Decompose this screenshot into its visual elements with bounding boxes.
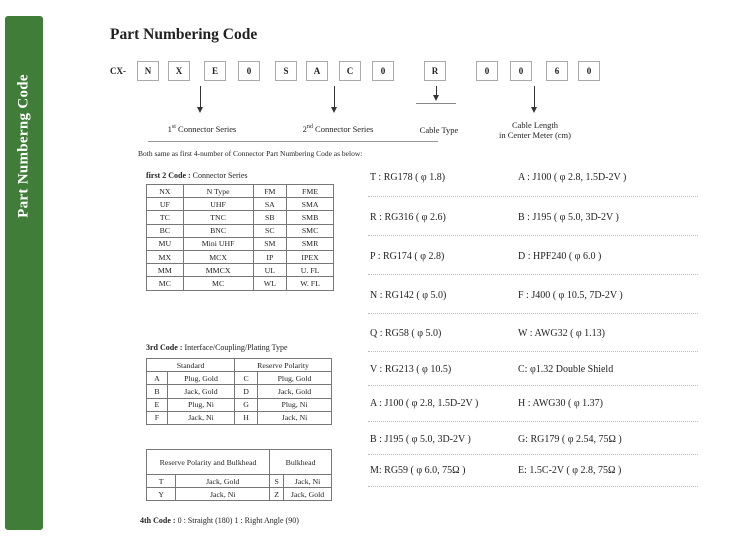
cable-item: R : RG316 ( φ 2.6) — [370, 212, 446, 223]
cable-item: H : AWG30 ( φ 1.37) — [518, 398, 603, 409]
arrow-down-icon — [534, 86, 535, 108]
cable-item: Q : RG58 ( φ 5.0) — [370, 328, 442, 339]
code-box: A — [306, 61, 328, 81]
bulkhead-table — [146, 449, 332, 501]
cable-type-label: Cable Type — [419, 125, 459, 135]
dotted-divider — [368, 235, 698, 236]
dotted-divider — [368, 486, 698, 487]
cable-item: B : J195 ( φ 5.0, 3D-2V ) — [370, 434, 471, 445]
arrow-down-icon — [334, 86, 335, 108]
first-series-label: 1st Connector Series — [167, 124, 237, 134]
cable-item: T : RG178 ( φ 1.8) — [370, 172, 446, 183]
arrow-down-icon — [200, 86, 201, 108]
table-row: UF UHF SA SMA — [147, 198, 334, 211]
cable-item: E: 1.5C-2V ( φ 2.8, 75Ω ) — [518, 465, 622, 476]
cable-item: W : AWG32 ( φ 1.13) — [518, 328, 605, 339]
dotted-divider — [368, 454, 698, 455]
table-row: Reserve Polarity and Bulkhead Bulkhead — [147, 450, 332, 475]
cable-item: B : J195 ( φ 5.0, 3D-2V ) — [518, 212, 619, 223]
code-box: 0 — [372, 61, 394, 81]
code-box: C — [339, 61, 361, 81]
sidebar — [5, 16, 43, 530]
dotted-divider — [368, 313, 698, 314]
code-box: N — [137, 61, 159, 81]
table-row: BC BNC SC SMC — [147, 224, 334, 237]
divider — [148, 141, 438, 142]
table-row: Y Jack, Ni Z Jack, Gold — [147, 488, 332, 501]
cable-item: F : J400 ( φ 10.5, 7D-2V ) — [518, 290, 623, 301]
dotted-divider — [368, 196, 698, 197]
note-text: Both same as first 4-number of Connector Part Numbering Code as below: — [138, 149, 363, 158]
code-box: X — [168, 61, 190, 81]
second-series-label: 2nd Connector Series — [302, 124, 374, 134]
code-box: R — [424, 61, 446, 81]
connector-series-table — [146, 184, 334, 291]
code-box: 0 — [476, 61, 498, 81]
table-row: T Jack, Gold S Jack, Ni — [147, 475, 332, 488]
arrow-down-icon — [436, 86, 437, 96]
cable-item: C: φ1.32 Double Shield — [518, 364, 614, 375]
code-prefix: CX- — [110, 66, 126, 76]
table-row: B Jack, Gold D Jack, Gold — [147, 385, 332, 398]
first-two-code-heading: first 2 Code : Connector Series — [146, 171, 248, 180]
cable-length-label: Cable Length in Center Meter (cm) — [499, 120, 571, 140]
dotted-divider — [368, 421, 698, 422]
code-box: 0 — [510, 61, 532, 81]
dotted-divider — [368, 385, 698, 386]
table-row: MC MC WL W. FL — [147, 277, 334, 290]
divider — [416, 103, 456, 104]
table-row: F Jack, Ni H Jack, Ni — [147, 411, 332, 424]
code-box: S — [275, 61, 297, 81]
cable-item: A : J100 ( φ 2.8, 1.5D-2V ) — [370, 398, 479, 409]
table-row: Standard Reserve Polarity — [147, 359, 332, 372]
sidebar-title: Part Numberng Code — [15, 74, 32, 218]
table-row: MM MMCX UL U. FL — [147, 264, 334, 277]
table-row: A Plug, Gold C Plug, Gold — [147, 372, 332, 385]
interface-table — [146, 358, 332, 425]
table-row: TC TNC SB SMB — [147, 211, 334, 224]
table-row: MX MCX IP IPEX — [147, 250, 334, 263]
cable-item: G: RG179 ( φ 2.54, 75Ω ) — [518, 434, 622, 445]
cable-item: M: RG59 ( φ 6.0, 75Ω ) — [370, 465, 466, 476]
table-row: E Plug, Ni G Plug, Ni — [147, 398, 332, 411]
dotted-divider — [368, 274, 698, 275]
cable-item: N : RG142 ( φ 5.0) — [370, 290, 447, 301]
cable-item: A : J100 ( φ 2.8, 1.5D-2V ) — [518, 172, 627, 183]
code-box: 6 — [546, 61, 568, 81]
fourth-code-line: 4th Code : 0 : Straight (180) 1 : Right Angle (90) — [140, 516, 299, 525]
code-box: 0 — [238, 61, 260, 81]
dotted-divider — [368, 351, 698, 352]
table-row: NX N Type FM FME — [147, 185, 334, 198]
table-row: MU Mini UHF SM SMR — [147, 237, 334, 250]
code-box: 0 — [578, 61, 600, 81]
code-box: E — [204, 61, 226, 81]
cable-item: V : RG213 ( φ 10.5) — [370, 364, 452, 375]
cable-item: D : HPF240 ( φ 6.0 ) — [518, 251, 602, 262]
page-title: Part Numbering Code — [110, 26, 258, 43]
cable-item: P : RG174 ( φ 2.8) — [370, 251, 445, 262]
third-code-heading: 3rd Code : Interface/Coupling/Plating Type — [146, 343, 288, 352]
